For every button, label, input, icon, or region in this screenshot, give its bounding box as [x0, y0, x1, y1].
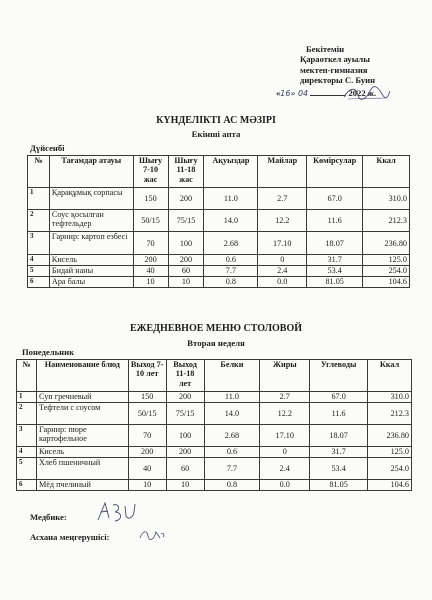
ru-cell-yield-11-18: 200 [166, 392, 204, 403]
ru-cell-kcal: 236.80 [368, 425, 412, 447]
ru-header-fat: Жиры [260, 360, 310, 392]
kz-cell-yield-7-10: 40 [133, 266, 168, 277]
date-handwritten: 16» 04 [280, 88, 309, 98]
ru-header-carbs: Углеводы [310, 360, 368, 392]
kz-cell-name: Гарнир: картоп езбесі [49, 232, 133, 255]
kz-cell-protein: 11.0 [204, 188, 258, 210]
ru-cell-carbs: 31.7 [310, 447, 368, 458]
kz-cell-protein: 0.6 [204, 255, 258, 266]
kz-cell-carbs: 81.05 [307, 277, 363, 288]
kz-cell-name: Соус қосылған тефтельдер [49, 210, 133, 232]
kz-cell-yield-11-18: 10 [168, 277, 204, 288]
nurse-label: Медбике: [30, 512, 67, 522]
ru-cell-yield-7-10: 10 [128, 480, 166, 491]
ru-cell-yield-7-10: 50/15 [128, 403, 166, 425]
kz-table-row [28, 188, 410, 210]
kz-cell-carbs: 53.4 [307, 266, 363, 277]
kz-cell-protein: 0.8 [204, 277, 258, 288]
ru-cell-carbs: 81.05 [310, 480, 368, 491]
kz-cell-kcal: 236.80 [363, 232, 410, 255]
kz-cell-kcal: 212.3 [363, 210, 410, 232]
ru-cell-name: Мёд пчелиный [36, 480, 128, 491]
kz-cell-yield-11-18: 100 [168, 232, 204, 255]
ru-menu-table [16, 359, 412, 491]
ru-cell-kcal: 104.6 [368, 480, 412, 491]
ru-cell-protein: 14.0 [204, 403, 260, 425]
ru-cell-fat: 2.4 [260, 458, 310, 480]
ru-cell-protein: 11.0 [204, 392, 260, 403]
nurse-signature [95, 500, 141, 524]
kz-cell-num: 2 [28, 210, 50, 232]
kz-cell-carbs: 18.07 [307, 232, 363, 255]
ru-table-row [17, 458, 412, 480]
ru-cell-yield-11-18: 10 [166, 480, 204, 491]
ru-header-yield-11-18: Выход 11-18 лет [166, 360, 204, 392]
ru-cell-num: 6 [17, 480, 37, 491]
director-signature [342, 85, 392, 101]
date-prefix: « [276, 87, 281, 98]
ru-table-row [17, 425, 412, 447]
ru-cell-fat: 0.0 [260, 480, 310, 491]
ru-cell-carbs: 11.6 [310, 403, 368, 425]
ru-cell-carbs: 53.4 [310, 458, 368, 480]
ru-cell-num: 4 [17, 447, 37, 458]
ru-cell-kcal: 125.0 [368, 447, 412, 458]
ru-cell-yield-7-10: 70 [128, 425, 166, 447]
kz-table-row [28, 232, 410, 255]
ru-table-row [17, 447, 412, 458]
kz-table-row [28, 210, 410, 232]
kz-cell-protein: 14.0 [204, 210, 258, 232]
ru-title: ЕЖЕДНЕВНОЕ МЕНЮ СТОЛОВОЙ [129, 323, 303, 334]
kz-cell-carbs: 67.0 [307, 188, 363, 210]
kz-cell-protein: 7.7 [204, 266, 258, 277]
date-suffix: 2022 ж. [348, 87, 377, 98]
ru-cell-name: Тефтели с соусом [36, 403, 128, 425]
ru-cell-kcal: 254.0 [368, 458, 412, 480]
ru-header-kcal: Ккал [368, 360, 412, 392]
ru-table-row [17, 392, 412, 403]
kz-cell-num: 1 [28, 188, 50, 210]
ru-header-num: № [17, 360, 37, 392]
kz-header-fat: Майлар [258, 156, 307, 188]
kz-header-num: № [28, 156, 50, 188]
ru-cell-fat: 17.10 [260, 425, 310, 447]
kz-cell-yield-7-10: 200 [133, 255, 168, 266]
ru-cell-protein: 0.8 [204, 480, 260, 491]
ru-cell-name: Суп гречневый [36, 392, 128, 403]
ru-table-row [17, 403, 412, 425]
cook-signature [138, 526, 166, 542]
kz-table-row [28, 266, 410, 277]
ru-cell-kcal: 310.0 [368, 392, 412, 403]
kz-cell-yield-11-18: 200 [168, 188, 204, 210]
kz-cell-name: Қарақұмық сорпасы [49, 188, 133, 210]
kz-subtitle: Екінші апта [191, 129, 241, 139]
approval-line-4: директоры С. Буин [300, 75, 376, 86]
kz-table-row [28, 277, 410, 288]
ru-cell-protein: 7.7 [204, 458, 260, 480]
approval-line-1: Бекітемін [306, 44, 345, 54]
ru-cell-fat: 12.2 [260, 403, 310, 425]
kz-cell-name: Кисель [49, 255, 133, 266]
kz-table-row [28, 255, 410, 266]
ru-cell-fat: 2.7 [260, 392, 310, 403]
kz-header-kcal: Ккал [363, 156, 410, 188]
ru-cell-name: Гарнир: пюре картофельное [36, 425, 128, 447]
ru-cell-num: 3 [17, 425, 37, 447]
kz-cell-fat: 12.2 [258, 210, 307, 232]
kz-header-name: Тағамдар атауы [49, 156, 133, 188]
ru-cell-num: 1 [17, 392, 37, 403]
kz-cell-num: 6 [28, 277, 50, 288]
kz-header-carbs: Көмірсулар [307, 156, 363, 188]
approval-line-3: мектеп-гимназия [300, 64, 368, 75]
kz-cell-name: Ара балы [49, 277, 133, 288]
kz-cell-yield-11-18: 75/15 [168, 210, 204, 232]
kz-cell-carbs: 11.6 [307, 210, 363, 232]
ru-cell-yield-7-10: 200 [128, 447, 166, 458]
kz-cell-protein: 2.68 [204, 232, 258, 255]
kz-cell-yield-7-10: 10 [133, 277, 168, 288]
ru-cell-carbs: 67.0 [310, 392, 368, 403]
kz-cell-yield-7-10: 70 [133, 232, 168, 255]
kz-cell-num: 5 [28, 266, 50, 277]
ru-cell-protein: 2.68 [204, 425, 260, 447]
kz-cell-yield-7-10: 150 [133, 188, 168, 210]
kz-cell-kcal: 310.0 [363, 188, 410, 210]
kz-cell-fat: 2.4 [258, 266, 307, 277]
ru-table-row [17, 480, 412, 491]
ru-day: Понедельник [22, 347, 75, 357]
kz-cell-name: Бидай наны [49, 266, 133, 277]
kz-cell-fat: 2.7 [258, 188, 307, 210]
ru-cell-yield-11-18: 60 [166, 458, 204, 480]
ru-cell-protein: 0.6 [204, 447, 260, 458]
approval-line-2: Қараоткел ауылы [300, 54, 370, 65]
kz-cell-num: 4 [28, 255, 50, 266]
kz-cell-yield-11-18: 200 [168, 255, 204, 266]
ru-cell-yield-11-18: 100 [166, 425, 204, 447]
ru-header-yield-7-10: Выход 7-10 лет [128, 360, 166, 392]
ru-cell-fat: 0 [260, 447, 310, 458]
ru-cell-name: Хлеб пшеничный [36, 458, 128, 480]
ru-header-name: Наименование блюд [36, 360, 128, 392]
ru-cell-num: 5 [17, 458, 37, 480]
kz-cell-yield-7-10: 50/15 [133, 210, 168, 232]
ru-cell-name: Кисель [36, 447, 128, 458]
kz-header-yield-11-18: Шығу 11-18 жас [168, 156, 204, 188]
kz-header-protein: Ақуыздар [204, 156, 258, 188]
ru-cell-yield-7-10: 150 [128, 392, 166, 403]
ru-cell-kcal: 212.3 [368, 403, 412, 425]
kz-cell-yield-11-18: 60 [168, 266, 204, 277]
kz-cell-fat: 0.0 [258, 277, 307, 288]
kz-title: КҮНДЕЛІКТІ АС МӘЗІРІ [156, 115, 276, 126]
kz-cell-kcal: 104.6 [363, 277, 410, 288]
ru-cell-yield-11-18: 200 [166, 447, 204, 458]
ru-cell-carbs: 18.07 [310, 425, 368, 447]
kz-day: Дүйсенбі [30, 143, 65, 153]
kz-cell-kcal: 254.0 [363, 266, 410, 277]
ru-subtitle: Вторая неделя [187, 338, 245, 348]
ru-cell-yield-11-18: 75/15 [166, 403, 204, 425]
ru-cell-num: 2 [17, 403, 37, 425]
kz-menu-table [27, 155, 410, 288]
kz-cell-fat: 17.10 [258, 232, 307, 255]
cook-label: Асхана меңгерушісі: [30, 532, 110, 542]
ru-header-protein: Белки [204, 360, 260, 392]
ru-cell-yield-7-10: 40 [128, 458, 166, 480]
kz-cell-num: 3 [28, 232, 50, 255]
kz-header-yield-7-10: Шығу 7-10 жас [133, 156, 168, 188]
kz-cell-carbs: 31.7 [307, 255, 363, 266]
kz-cell-kcal: 125.0 [363, 255, 410, 266]
kz-cell-fat: 0 [258, 255, 307, 266]
